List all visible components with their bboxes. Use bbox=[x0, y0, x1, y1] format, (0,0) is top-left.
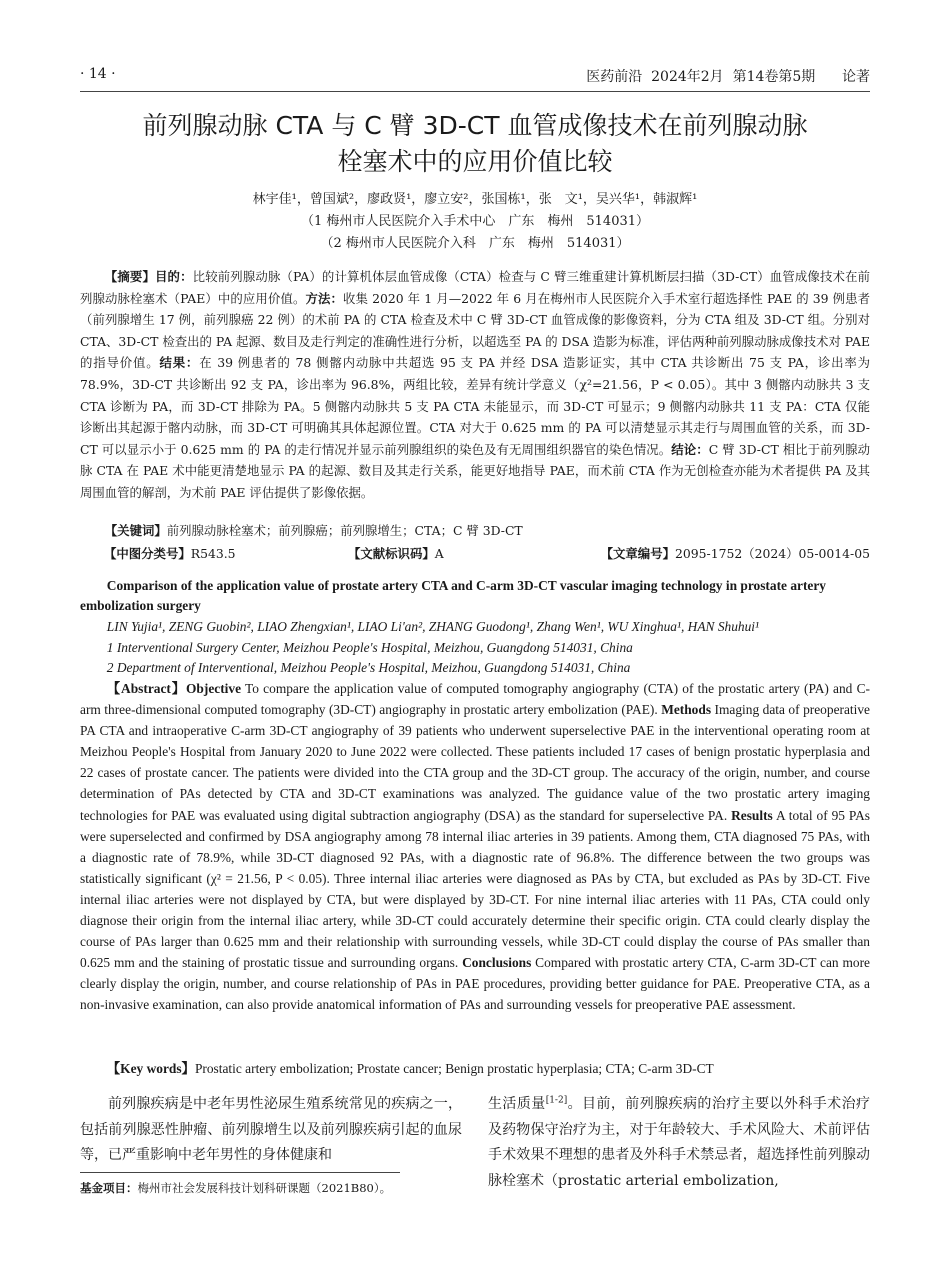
results-label: 结果： bbox=[159, 355, 200, 371]
classification-line bbox=[80, 543, 870, 564]
conclusion-label: 结论： bbox=[671, 441, 709, 457]
body-column-left: 前列腺疾病是中老年男性泌尿生殖系统常见的疾病之一，包括前列腺恶性肿瘤、前列腺增生以及前列腺疾病引起的血尿等，已严重影响中老年男性的身体健康和 bbox=[80, 1096, 462, 1163]
english-authors: LIN Yujia¹, ZENG Guobin², LIAO Zhengxian¹, LIAO Li'an², ZHANG Guodong¹, Zhang Wen¹, WU Xinghua¹, HAN Shuhui¹ bbox=[106, 619, 760, 634]
objective-label: 目的： bbox=[155, 269, 193, 284]
english-affiliation-2: 2 Department of Interventional, Meizhou People's Hospital, Meizhou, Guangdong 514031, China bbox=[106, 660, 631, 675]
citation: [1-2] bbox=[545, 1095, 568, 1106]
chinese-abstract bbox=[80, 266, 870, 504]
clc-value: R543.5 bbox=[190, 546, 236, 561]
objective-text: 比较前列腺动脉（PA）的计算机体层血管成像（CTA）检查与 C 臂三维重建计算机断层扫描（3D-CT）血管成像技术在前列腺动脉栓塞术（PAE）中的应用价值。 bbox=[80, 269, 871, 306]
body-right-start: 生活质量 bbox=[488, 1096, 546, 1112]
paper-title bbox=[60, 108, 890, 180]
doc-value: A bbox=[434, 546, 444, 561]
author-list: 林宇佳¹，曾国斌²，廖政贤¹，廖立安²，张国栋¹，张 文¹，吴兴华¹，韩淑辉¹ bbox=[252, 192, 698, 207]
methods-label: 方法： bbox=[305, 290, 344, 306]
keywords-text: 前列腺动脉栓塞术；前列腺癌；前列腺增生；CTA；C 臂 3D-CT bbox=[166, 523, 523, 538]
english-keywords bbox=[80, 1058, 870, 1079]
body-column-right bbox=[488, 1092, 870, 1194]
article-label: 【文章编号】 bbox=[600, 546, 675, 561]
en-objective-label: Objective bbox=[186, 681, 242, 696]
affiliation-1: （1 梅州市人民医院介入手术中心 广东 梅州 514031） bbox=[300, 214, 650, 229]
doc-label: 【文献标识码】 bbox=[348, 546, 435, 561]
page-number: · 14 · bbox=[80, 66, 116, 82]
en-conclusions-label: Conclusions bbox=[462, 955, 532, 971]
results-text: 在 39 例患者的 78 侧髂内动脉中共超选 95 支 PA 并经 DSA 造影证实，其中 CTA 共诊断出 75 支 PA，诊出率为 78.9%，3D-CT 共诊断出 92 支 PA，诊出率为 96.8%，两组比较，差异有统计学意义（χ²=21.56，P < 0.05）。其中 3 侧髂内动脉共 3 支 CTA 诊断为 PA，而 3D-CT 排除为 PA。5 侧髂内动脉共 5 支 PA CTA 未能显示，而 3D-CT 可显示；9 侧髂内动脉共 11 支 PA：CTA 仅能诊断出其起源于髂内动脉，而 3D-CT 可明确其具体起源位置。CTA 对大于 0.625 mm 的 PA 可以清楚显示其走行与周围血管的关系，而 3D-CT 可以显示小于 0.625 mm 的 PA 的走行情况并显示前列腺组织的染色及有无周围组织器官的染色情况。 bbox=[80, 355, 871, 457]
en-objective-text: To compare the application value of computed tomography angiography (CTA) of the prostatic artery (PA) and C-arm three-dimensional computed tomography (3D-CT) angiography in prostatic artery embolization (PAE). bbox=[80, 681, 870, 718]
clc-code bbox=[104, 543, 236, 564]
funding-text: 梅州市社会发展科技计划科研课题（2021B80）。 bbox=[137, 1181, 392, 1195]
english-affiliation-1: 1 Interventional Surgery Center, Meizhou People's Hospital, Meizhou, Guangdong 514031, China bbox=[106, 640, 633, 655]
en-results-label: Results bbox=[731, 807, 773, 823]
keywords-label: 【关键词】 bbox=[104, 523, 167, 538]
english-abstract bbox=[80, 678, 870, 1016]
running-header bbox=[80, 66, 870, 88]
methods-text: 收集 2020 年 1 月—2022 年 6 月在梅州市人民医院介入手术室行超选择性 PAE 的 39 例患者（前列腺增生 17 例，前列腺癌 22 例）的术前 PA 的 CTA 检查及术中 C 臂 3D-CT 血管成像的影像资料，分为 CTA 组及 3D-CT 组。分别对 CTA、3D-CT 检查出的 PA 起源、数目及走行判定的准确性进行分析，以超选至 PA 的 DSA 造影为标准，评估两种前列腺动脉成像技术对 PAE 的指导价值。 bbox=[80, 290, 870, 371]
article-number bbox=[601, 543, 870, 564]
chinese-keywords bbox=[80, 520, 870, 541]
title-line-1: 前列腺动脉 CTA 与 C 臂 3D-CT 血管成像技术在前列腺动脉 bbox=[142, 111, 808, 140]
en-keywords-text: Prostatic artery embolization; Prostate cancer; Benign prostatic hyperplasia; CTA; C-arm 3D-CT bbox=[194, 1061, 714, 1076]
header-rule bbox=[80, 91, 870, 92]
affiliation-2: （2 梅州市人民医院介入科 广东 梅州 514031） bbox=[320, 236, 630, 251]
en-methods-label: Methods bbox=[661, 702, 712, 718]
funding-footnote bbox=[80, 1180, 391, 1196]
article-value: 2095-1752（2024）05-0014-05 bbox=[674, 546, 870, 561]
en-results-text: A total of 95 PAs were superselected and confirmed by DSA angiography among 78 internal iliac arteries in 39 patients. Among them, CTA diagnosed 75 PAs, with a diagnostic rate of 78.9%, while 3D-CT diagnosed 92 PAs, with a diagnostic rate of 96.8%. The difference between the two groups was statistically significant (χ² = 21.56, P < 0.05). Three internal iliac arteries were diagnosed as PAs by CTA, but excluded as PAs by 3D-CT. Five internal iliac arteries were not displayed by CTA, but were displayed by 3D-CT. For nine internal iliac arteries with 11 PAs, CTA could only diagnose their origin from the internal iliac artery, while 3D-CT could accurately determine their specific origin. CTA could clearly display the course of PAs larger than 0.625 mm and their relationship with surrounding vessels, while 3D-CT could display the course of PAs smaller than 0.625 mm and the staining of prostatic tissue and surrounding organs. bbox=[80, 807, 870, 971]
abstract-label: 【摘要】 bbox=[104, 269, 155, 284]
conclusion-text: C 臂 3D-CT 相比于前列腺动脉 CTA 在 PAE 术中能更清楚地显示 PA 的起源、数目及其走行关系，能更好地指导 PAE，而术前 CTA 作为无创检查亦能为术者提供 PA 及其周围血管的解剖，为术前 PAE 评估提供了影像依据。 bbox=[80, 441, 871, 500]
english-title: Comparison of the application value of prostate artery CTA and C-arm 3D-CT vascular imaging technology in prostate artery embolization surgery bbox=[80, 578, 827, 613]
funding-label: 基金项目： bbox=[80, 1181, 138, 1195]
body-right-text: 。目前，前列腺疾病的治疗主要以外科手术治疗及药物保守治疗为主，对于年龄较大、手术风险大、术前评估手术效果不理想的患者及外科手术禁忌者，超选择性前列腺动脉栓塞术（prostatic arterial embolization, bbox=[488, 1096, 871, 1189]
journal-info: 医药前沿 2024年2月 第14卷第5期 论著 bbox=[586, 69, 870, 85]
doc-code bbox=[348, 543, 444, 564]
en-methods-text: Imaging data of preoperative PA CTA and intraoperative C-arm 3D-CT angiography of 39 patients who underwent superselective PAE in the interventional operating room at Meizhou People's Hospital from January 2020 to June 2022 were collected. These patients included 17 cases of benign prostatic hyperplasia and 22 cases of prostate cancer. The patients were divided into the CTA group and the 3D-CT group. The accuracy of the origin, number, and course determination of PAs detected by CTA and 3D-CT examinations was analyzed. The guidance value of the two prostatic artery imaging technologies for PAE was evaluated using digital subtraction angiography (DSA) as the standard for superselective PA. bbox=[80, 702, 870, 823]
en-conclusions-text: Compared with prostatic artery CTA, C-arm 3D-CT can more clearly display the origin, number, and course relationship of PAs in PAE procedures, providing better guidance for PAE. Preoperative CTA, as a non-invasive examination, can also provide anatomical information of PAs and surrounding vessels for preoperative PAE assessment. bbox=[80, 955, 870, 1013]
en-abstract-label: 【Abstract】 bbox=[106, 681, 187, 696]
en-keywords-label: 【Key words】 bbox=[106, 1061, 195, 1076]
footnote-rule bbox=[80, 1172, 400, 1173]
clc-label: 【中图分类号】 bbox=[104, 546, 191, 561]
title-line-2: 栓塞术中的应用价值比较 bbox=[337, 147, 613, 176]
